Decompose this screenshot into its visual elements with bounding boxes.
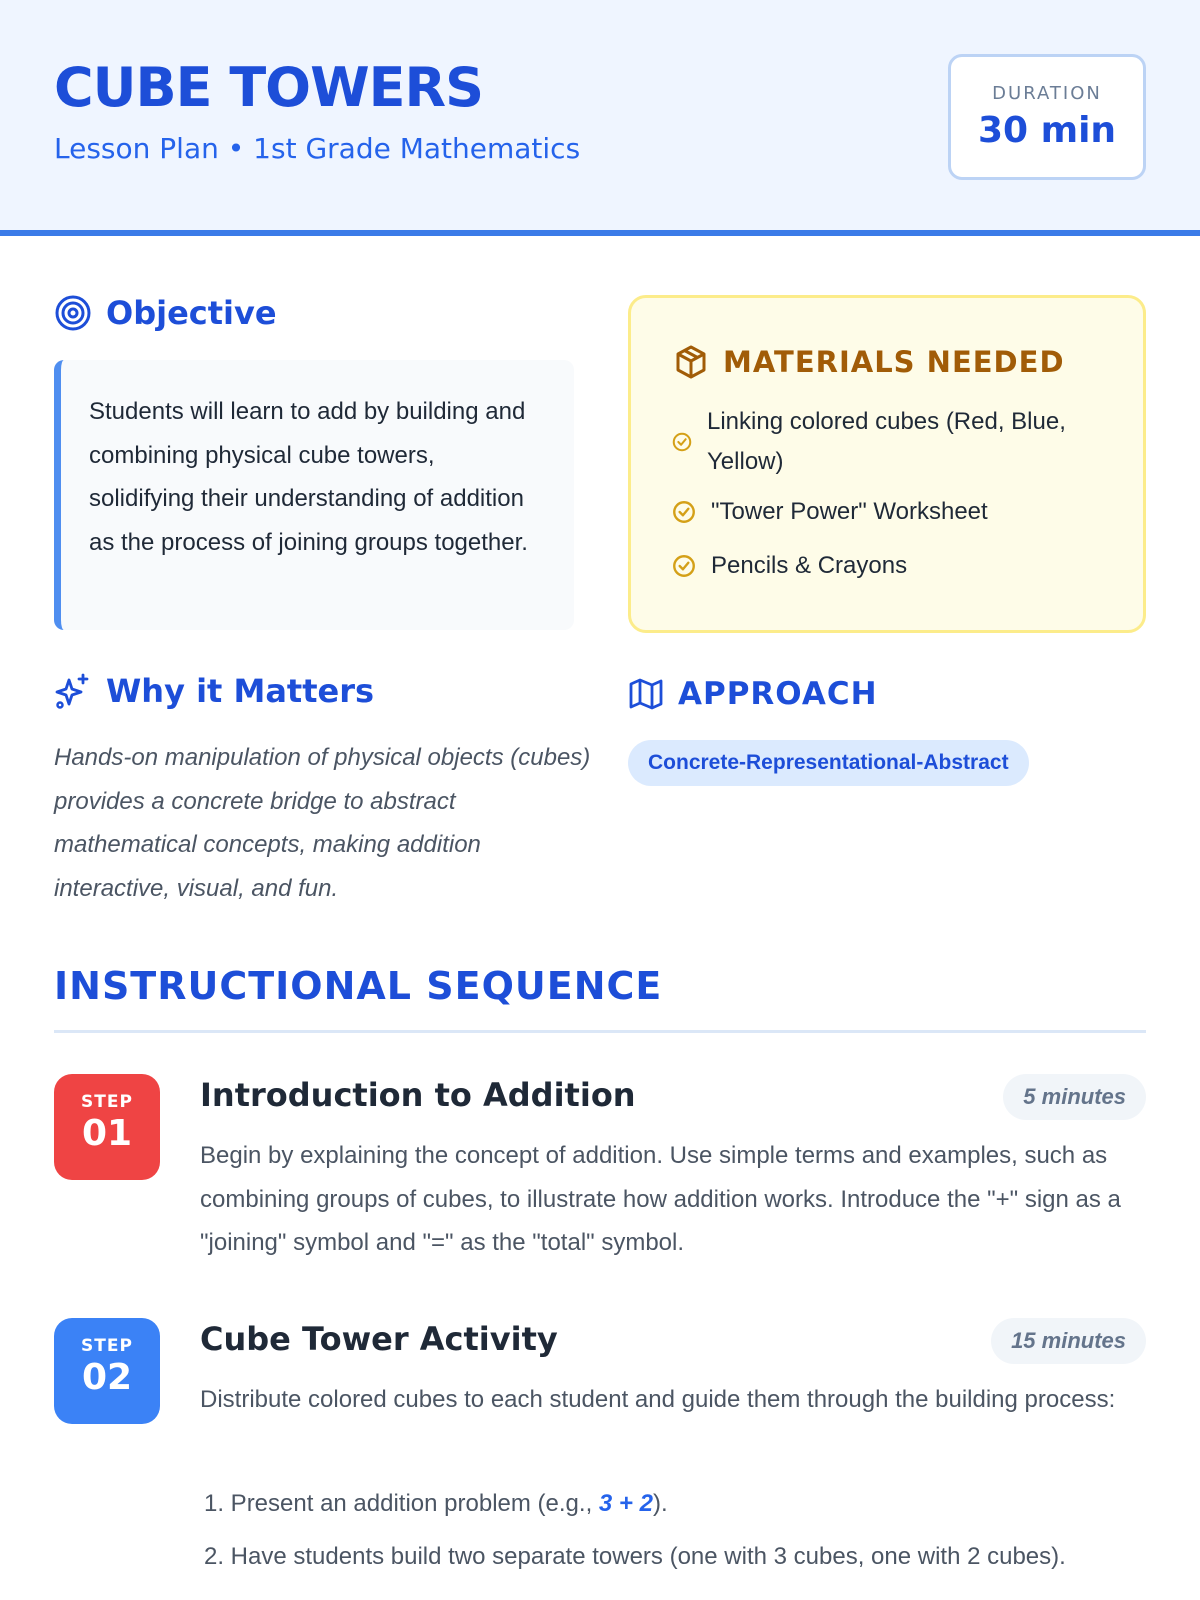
list-item <box>204 1537 1104 1577</box>
duration-label: DURATION <box>992 83 1102 104</box>
materials-card <box>628 295 1146 633</box>
materials-heading <box>673 344 1065 380</box>
header <box>0 0 1200 236</box>
map-icon <box>628 676 664 712</box>
sparkles-icon <box>54 672 92 710</box>
list-item-suffix: ). <box>652 1490 668 1517</box>
sequence-divider <box>54 1030 1146 1033</box>
page-title: CUBE TOWERS <box>54 56 483 119</box>
check-circle-icon <box>671 499 697 525</box>
step-list <box>204 1484 1104 1590</box>
objective-heading <box>54 294 277 332</box>
duration-card <box>948 54 1146 180</box>
materials-heading-text: MATERIALS NEEDED <box>723 345 1065 379</box>
materials-item <box>671 492 1121 532</box>
example-equation: 3 + 2 <box>598 1490 653 1517</box>
objective-heading-text: Objective <box>106 294 277 332</box>
check-circle-icon <box>671 553 697 579</box>
materials-item <box>671 546 1121 586</box>
step-badge-label: STEP <box>81 1092 133 1112</box>
step-title: Cube Tower Activity <box>200 1320 558 1358</box>
materials-item-label: "Tower Power" Worksheet <box>711 498 988 525</box>
materials-item-label: Pencils & Crayons <box>711 552 908 579</box>
check-circle-icon <box>671 431 693 453</box>
why-heading <box>54 672 374 710</box>
box-icon <box>673 344 709 380</box>
step-duration-badge: 5 minutes <box>1003 1074 1146 1120</box>
duration-value: 30 min <box>977 110 1117 151</box>
page-subtitle: Lesson Plan • 1st Grade Mathematics <box>54 132 581 165</box>
approach-heading-text: APPROACH <box>678 676 878 712</box>
step-badge-number: 02 <box>81 1357 133 1398</box>
step-badge <box>54 1074 160 1180</box>
materials-item <box>671 402 1117 482</box>
approach-chip: Concrete-Representational-Abstract <box>628 740 1029 786</box>
objective-text: Students will learn to add by building and combining physical cube towers, solidifying their understanding of addition as the process of joining groups together. <box>54 360 574 630</box>
step-title: Introduction to Addition <box>200 1076 636 1114</box>
sequence-heading: INSTRUCTIONAL SEQUENCE <box>54 964 663 1008</box>
step-description: Distribute colored cubes to each student and guide them through the building process: <box>200 1386 1116 1413</box>
list-item-text: 2. Have students build two separate towers (one with 3 cubes, one with 2 cubes). <box>204 1543 1066 1570</box>
materials-item-label: Linking colored cubes (Red, Blue, Yellow) <box>707 408 1066 475</box>
step-badge-number: 01 <box>81 1113 133 1154</box>
step-description: Begin by explaining the concept of addition. Use simple terms and examples, such as combining groups of cubes, to illustrate how addition works. Introduce the "+" sign as a "joining" symbol and "=" as the "total" symbol. <box>200 1142 1121 1256</box>
why-text: Hands-on manipulation of physical objects (cubes) provides a concrete bridge to abstract mathematical concepts, making addition interactive, visual, and fun. <box>54 744 591 902</box>
why-heading-text: Why it Matters <box>106 672 375 710</box>
approach-heading <box>628 676 878 712</box>
step-badge <box>54 1318 160 1424</box>
list-item-text: 1. Present an addition problem (e.g., <box>204 1490 599 1517</box>
list-item <box>204 1484 1104 1524</box>
step-badge-label: STEP <box>81 1336 133 1356</box>
target-icon <box>54 294 92 332</box>
step-duration-badge: 15 minutes <box>991 1318 1146 1364</box>
